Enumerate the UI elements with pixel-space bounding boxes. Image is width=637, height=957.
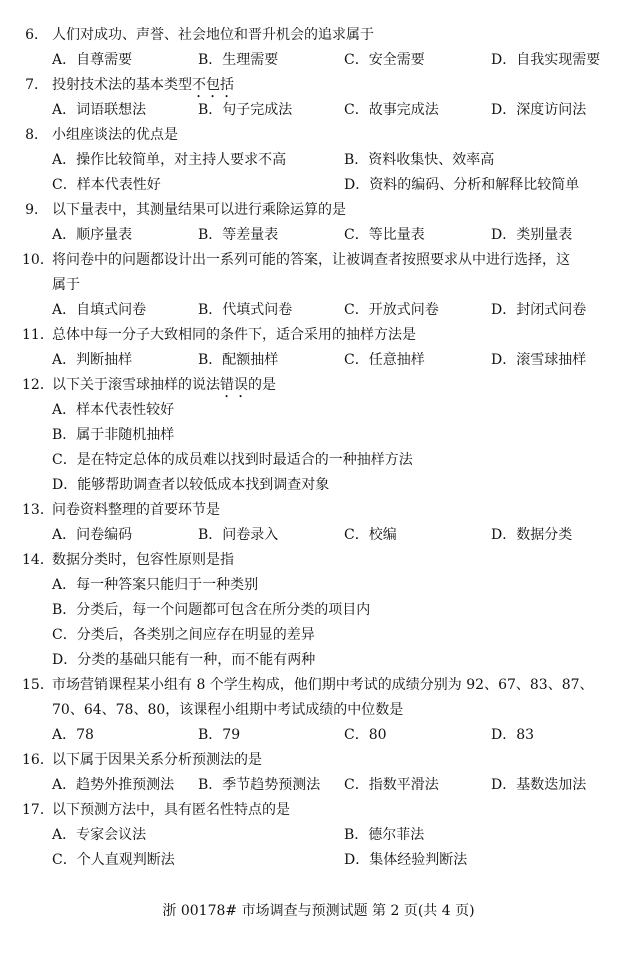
option-a: A．判断抽样 xyxy=(52,352,133,368)
question-number: 6． xyxy=(25,27,48,43)
option-d: D．类别量表 xyxy=(491,227,573,243)
option-a: A．词语联想法 xyxy=(52,102,147,118)
page-footer: 浙 00178# 市场调查与预测试题 第 2 页(共 4 页) xyxy=(162,903,475,919)
option-a: A．78 xyxy=(52,727,94,743)
question-stem: 市场营销课程某小组有 8 个学生构成，他们期中考试的成绩分别为 92、67、83、87、 xyxy=(52,677,594,693)
option-b: B．季节趋势预测法 xyxy=(198,777,321,793)
option-d: D．基数迭加法 xyxy=(491,777,587,793)
question-stem: 属于 xyxy=(52,277,80,293)
options-row xyxy=(0,724,637,746)
option-a: A．趋势外推预测法 xyxy=(52,777,175,793)
question-stem: 小组座谈法的优点是 xyxy=(52,127,178,143)
question-stem: 70、64、78、80，该课程小组期中考试成绩的中位数是 xyxy=(52,702,404,718)
question-number: 17． xyxy=(22,802,54,818)
option-c: C．任意抽样 xyxy=(344,352,425,368)
option-b: B．分类后，每一个问题都可包含在所分类的项目内 xyxy=(52,602,371,618)
option-a: A．操作比较简单，对主持人要求不高 xyxy=(52,152,287,168)
option-b: B．句子完成法 xyxy=(198,102,293,118)
options-row xyxy=(0,599,637,621)
options-row xyxy=(0,349,637,371)
option-b: B．79 xyxy=(198,727,241,743)
option-d: D．自我实现需要 xyxy=(491,52,601,68)
options-row xyxy=(0,99,637,121)
question-number: 8． xyxy=(25,127,48,143)
question-stem: 问卷资料整理的首要环节是 xyxy=(52,502,220,518)
options-row xyxy=(0,224,637,246)
option-a: A．专家会议法 xyxy=(52,827,147,843)
question-stem: 投射技术法的基本类型不包括 xyxy=(52,77,234,93)
option-d: D．资料的编码、分析和解释比较简单 xyxy=(344,177,580,193)
option-d: D．封闭式问卷 xyxy=(491,302,587,318)
question-number: 11． xyxy=(22,327,54,343)
question-number: 9． xyxy=(25,202,48,218)
options-row xyxy=(0,849,637,871)
question-number: 12． xyxy=(22,377,54,393)
option-a: A．每一种答案只能归于一种类别 xyxy=(52,577,259,593)
option-b: B．等差量表 xyxy=(198,227,279,243)
option-d: D．83 xyxy=(491,727,535,743)
question-stem: 数据分类时，包容性原则是指 xyxy=(52,552,234,568)
options-row xyxy=(0,449,637,471)
question-number: 15． xyxy=(22,677,54,693)
options-row xyxy=(0,774,637,796)
option-a: A．自尊需要 xyxy=(52,52,133,68)
option-d: D．能够帮助调查者以较低成本找到调查对象 xyxy=(52,477,330,493)
options-row xyxy=(0,574,637,596)
option-a: A．问卷编码 xyxy=(52,527,133,543)
option-d: D．集体经验判断法 xyxy=(344,852,468,868)
options-row xyxy=(0,399,637,421)
question-stem: 以下属于因果关系分析预测法的是 xyxy=(52,752,262,768)
option-b: B．配额抽样 xyxy=(198,352,279,368)
option-b: B．生理需要 xyxy=(198,52,279,68)
question-stem: 以下预测方法中，具有匿名性特点的是 xyxy=(52,802,290,818)
option-c: C．80 xyxy=(344,727,387,743)
option-c: C．校编 xyxy=(344,527,397,543)
question-number: 13． xyxy=(22,502,54,518)
options-row xyxy=(0,174,637,196)
question-stem: 人们对成功、声誉、社会地位和晋升机会的追求属于 xyxy=(52,27,374,43)
options-row xyxy=(0,624,637,646)
option-c: C．是在特定总体的成员难以找到时最适合的一种抽样方法 xyxy=(52,452,413,468)
option-b: B．代填式问卷 xyxy=(198,302,293,318)
option-c: C．指数平滑法 xyxy=(344,777,439,793)
option-a: A．样本代表性较好 xyxy=(52,402,175,418)
options-row xyxy=(0,824,637,846)
emphasized-text: 错误 xyxy=(220,377,248,393)
question-stem: 将问卷中的问题都设计出一系列可能的答案，让被调查者按照要求从中进行选择，这 xyxy=(52,252,570,268)
options-row xyxy=(0,474,637,496)
option-c: C．个人直观判断法 xyxy=(52,852,175,868)
option-d: D．分类的基础只能有一种，而不能有两种 xyxy=(52,652,316,668)
option-c: C．开放式问卷 xyxy=(344,302,439,318)
options-row xyxy=(0,149,637,171)
options-row xyxy=(0,524,637,546)
option-a: A．顺序量表 xyxy=(52,227,133,243)
question-number: 16． xyxy=(22,752,54,768)
question-stem: 以下量表中，其测量结果可以进行乘除运算的是 xyxy=(52,202,346,218)
options-row xyxy=(0,299,637,321)
option-c: C．样本代表性好 xyxy=(52,177,161,193)
options-row xyxy=(0,424,637,446)
option-c: C．等比量表 xyxy=(344,227,425,243)
emphasized-text: 不包括 xyxy=(192,77,234,93)
option-d: D．深度访问法 xyxy=(491,102,587,118)
options-row xyxy=(0,49,637,71)
option-b: B．德尔菲法 xyxy=(344,827,425,843)
option-b: B．问卷录入 xyxy=(198,527,279,543)
option-c: C．安全需要 xyxy=(344,52,425,68)
option-c: C．分类后，各类别之间应存在明显的差异 xyxy=(52,627,315,643)
question-number: 7． xyxy=(25,77,48,93)
question-stem: 总体中每一分子大致相同的条件下，适合采用的抽样方法是 xyxy=(52,327,416,343)
option-d: D．滚雪球抽样 xyxy=(491,352,587,368)
option-a: A．自填式问卷 xyxy=(52,302,147,318)
question-number: 14． xyxy=(22,552,54,568)
option-b: B．资料收集快、效率高 xyxy=(344,152,495,168)
option-d: D．数据分类 xyxy=(491,527,573,543)
question-stem: 以下关于滚雪球抽样的说法错误的是 xyxy=(52,377,276,393)
option-c: C．故事完成法 xyxy=(344,102,439,118)
option-b: B．属于非随机抽样 xyxy=(52,427,175,443)
question-number: 10． xyxy=(22,252,54,268)
options-row xyxy=(0,649,637,671)
